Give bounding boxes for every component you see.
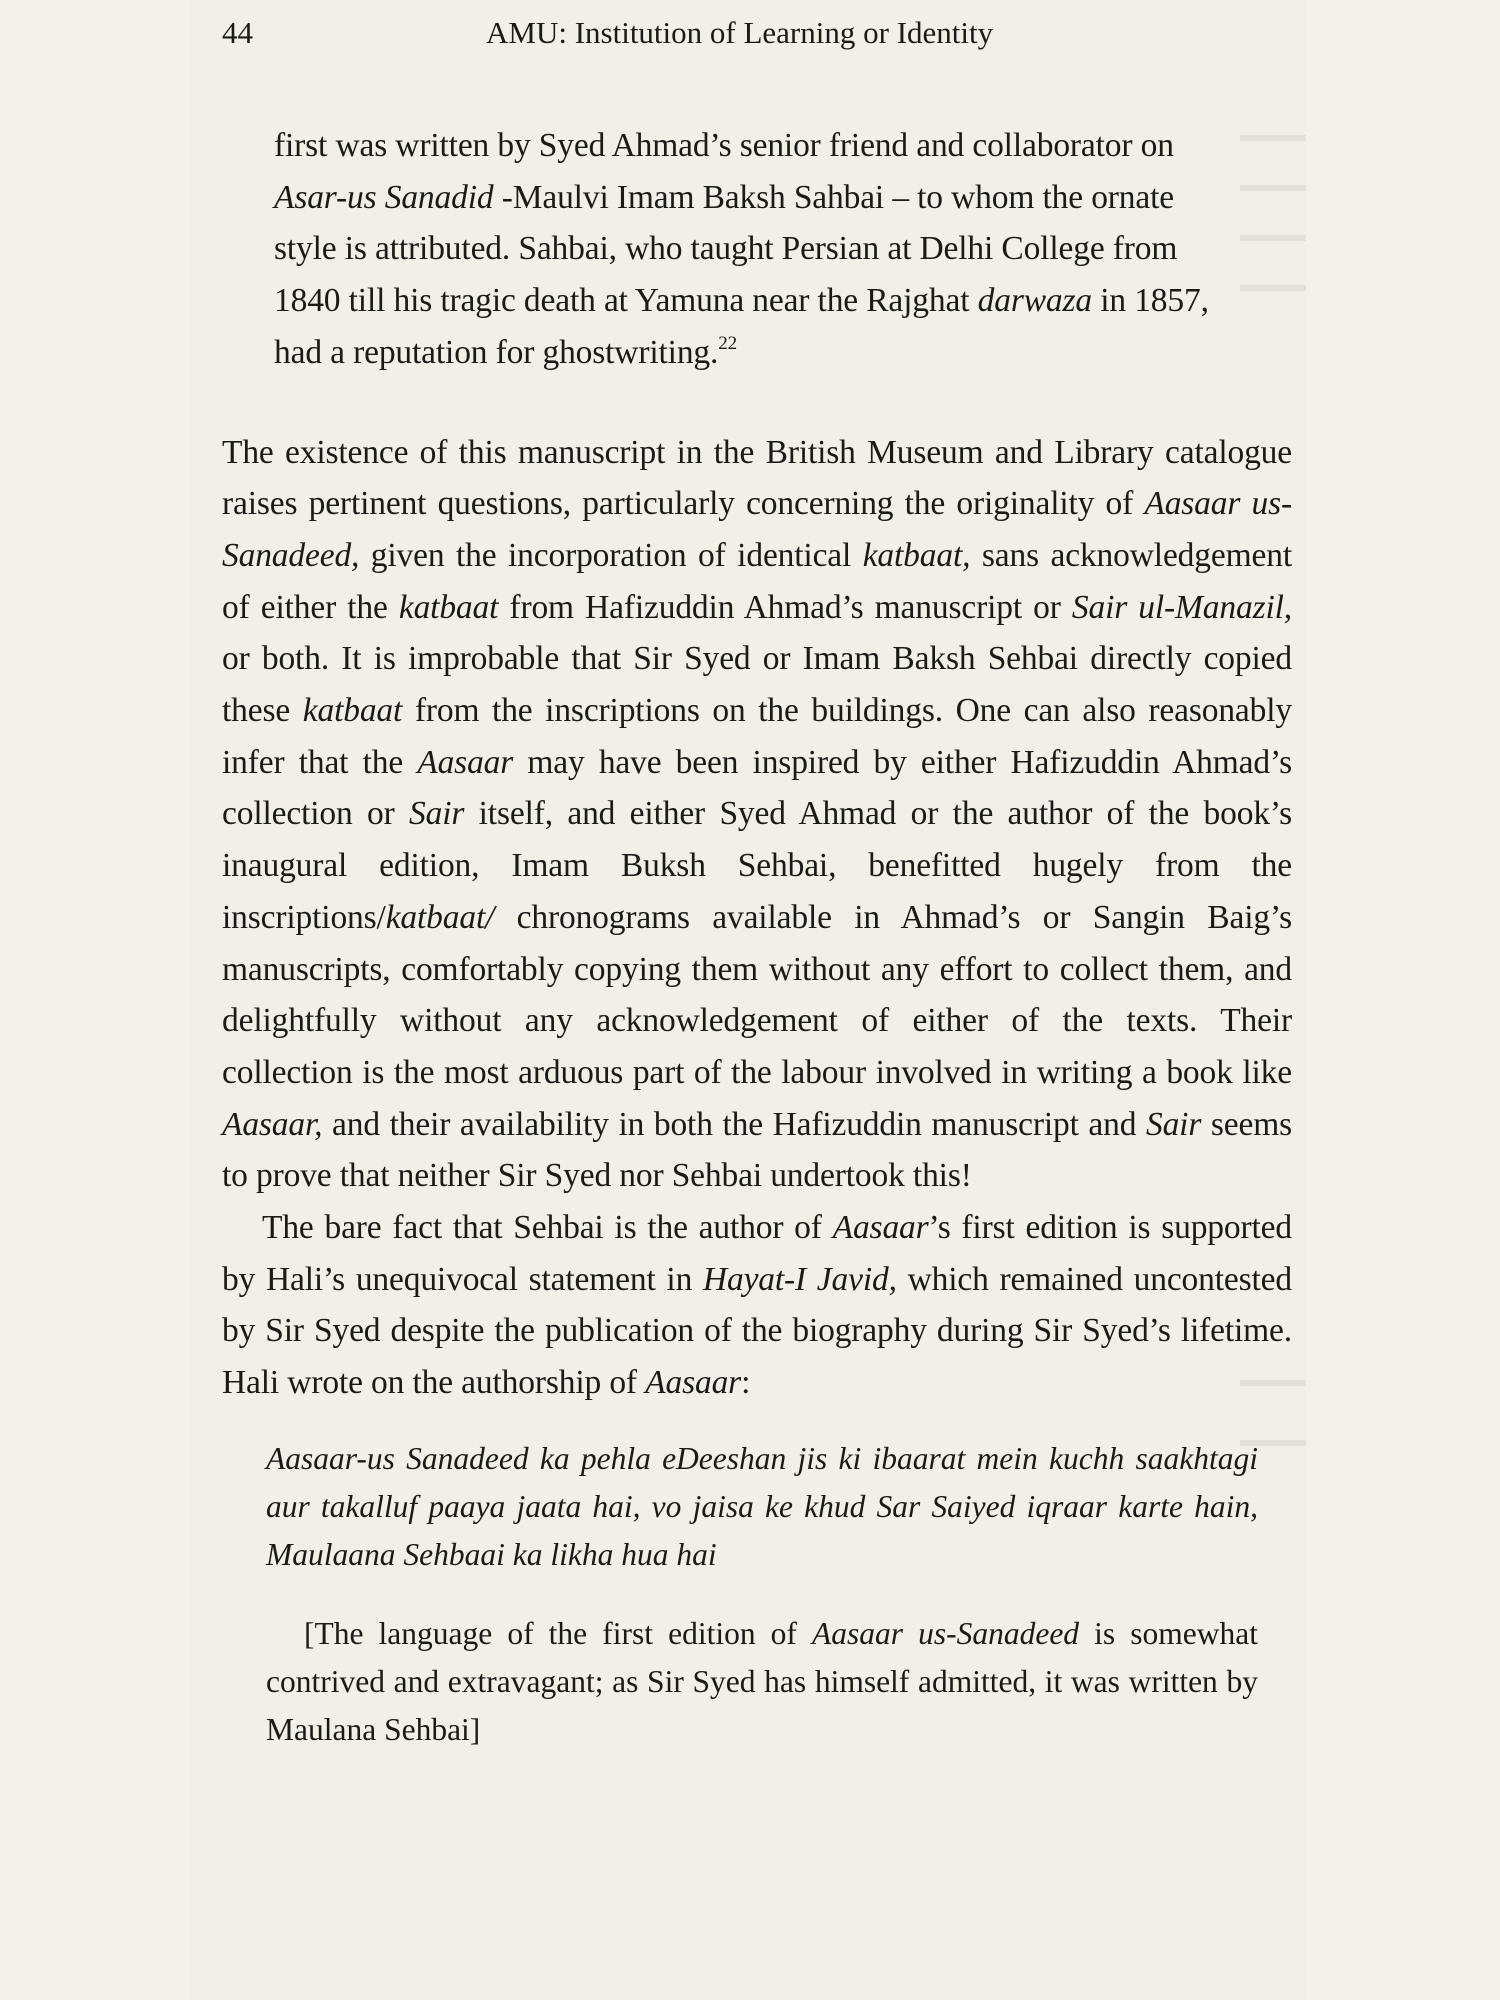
italic-run: Aasaar us-Sanadeed, xyxy=(222,485,1292,574)
text-run: The existence of this manuscript in the British Museum and Library catalogue raises pertinent questions, particularly concerning the originality of xyxy=(222,433,1292,523)
italic-run: Aasaar-us Sanadeed ka pehla eDeeshan jis ki ibaarat mein kuchh saakhtagi aur takalluf paaya jaata hai, vo jaisa ke khud Sar Saiyed iqraar karte hain, Maulaana Sehbaai ka likha hua hai xyxy=(266,1440,1258,1572)
italic-run: Aasaar, xyxy=(222,1105,323,1143)
italic-run: darwaza xyxy=(977,282,1092,320)
text-run: from the inscriptions on the buildings. One can also reasonably infer that the xyxy=(222,692,1292,781)
footnote-marker[interactable]: 22 xyxy=(718,332,737,354)
text-run: seems to prove that neither Sir Syed nor Sehbai undertook this! xyxy=(222,1105,1292,1195)
text-run: which remained uncontested by Sir Syed despite the publication of the biography during Sir Syed’s lifetime. Hali wrote on the authorship of xyxy=(222,1260,1292,1402)
text-run: may have been inspired by either Hafizuddin Ahmad’s collection or xyxy=(222,743,1292,833)
italic-run: Asar-us Sanadid xyxy=(274,178,494,216)
text-run: given the incorporation of identical xyxy=(359,536,863,574)
running-title: AMU: Institution of Learning or Identity xyxy=(486,15,994,50)
italic-run: katbaat/ xyxy=(385,898,495,936)
paragraph-continued-quote xyxy=(274,120,1236,379)
text-run: from Hafizuddin Ahmad’s manuscript or xyxy=(498,588,1072,626)
italic-run: katbaat xyxy=(302,692,403,730)
page-number: 44 xyxy=(222,15,253,50)
text-run: chronograms available in Ahmad’s or Sangin Baig’s manuscripts, comfortably copying them without any effort to collect them, and delightfully without any acknowledgement of either of the texts. Their collection is the most arduous part of the labour involved in writing a book like xyxy=(222,898,1292,1091)
text-run: itself, and either Syed Ahmad or the author of the book’s inaugural edition, Imam Buksh Sehbai, benefitted hugely from the inscriptions/ xyxy=(222,795,1292,936)
text-run: and their availability in both the Hafizuddin manuscript and xyxy=(322,1105,1146,1143)
text-run: ’s first edition is supported by Hali’s unequivocal statement in xyxy=(222,1209,1292,1298)
italic-run: Aasaar xyxy=(417,743,514,781)
italic-run: katbaat xyxy=(398,588,499,626)
italic-run: Sair xyxy=(1145,1105,1202,1143)
text-run: -Maulvi Imam Baksh Sahbai – to whom the ornate style is attributed. Sahbai, who taught Persian at Delhi College from 1840 till his tragic death at Yamuna near the Rajghat xyxy=(274,178,1178,320)
paragraph-manuscript xyxy=(222,427,1292,1203)
text-run: The bare fact that Sehbai is the author of xyxy=(262,1209,833,1247)
text-run: in 1857, had a reputation for ghostwriting. xyxy=(274,282,1209,371)
italic-run: katbaat, xyxy=(862,536,971,574)
text-run: [The language of the first edition of xyxy=(304,1616,812,1652)
italic-run: Sair xyxy=(409,795,465,833)
paragraph-gap xyxy=(222,379,1292,427)
text-run: : xyxy=(741,1364,751,1402)
page-header xyxy=(222,8,1312,58)
text-run: sans acknowledgement of either the xyxy=(222,536,1292,626)
italic-run: Hayat-I Javid, xyxy=(702,1260,897,1298)
body-text xyxy=(222,120,1292,1786)
block-quote-urdu xyxy=(266,1435,1258,1579)
text-run: or both. It is improbable that Sir Syed or Imam Baksh Sehbai directly copied these xyxy=(222,640,1292,730)
italic-run: Aasaar xyxy=(645,1364,742,1402)
italic-run: Aasaar xyxy=(832,1209,929,1247)
italic-run: Aasaar us-Sanadeed xyxy=(812,1616,1080,1652)
block-quote-translation xyxy=(266,1610,1258,1754)
italic-run: Sair ul-Manazil, xyxy=(1071,588,1293,626)
paragraph-authorship xyxy=(222,1202,1292,1409)
text-run: is somewhat contrived and extravagant; as Sir Syed has himself admitted, it was written by Maulana Sehbai] xyxy=(266,1616,1258,1748)
text-run: first was written by Syed Ahmad’s senior friend and collaborator on xyxy=(274,127,1174,164)
